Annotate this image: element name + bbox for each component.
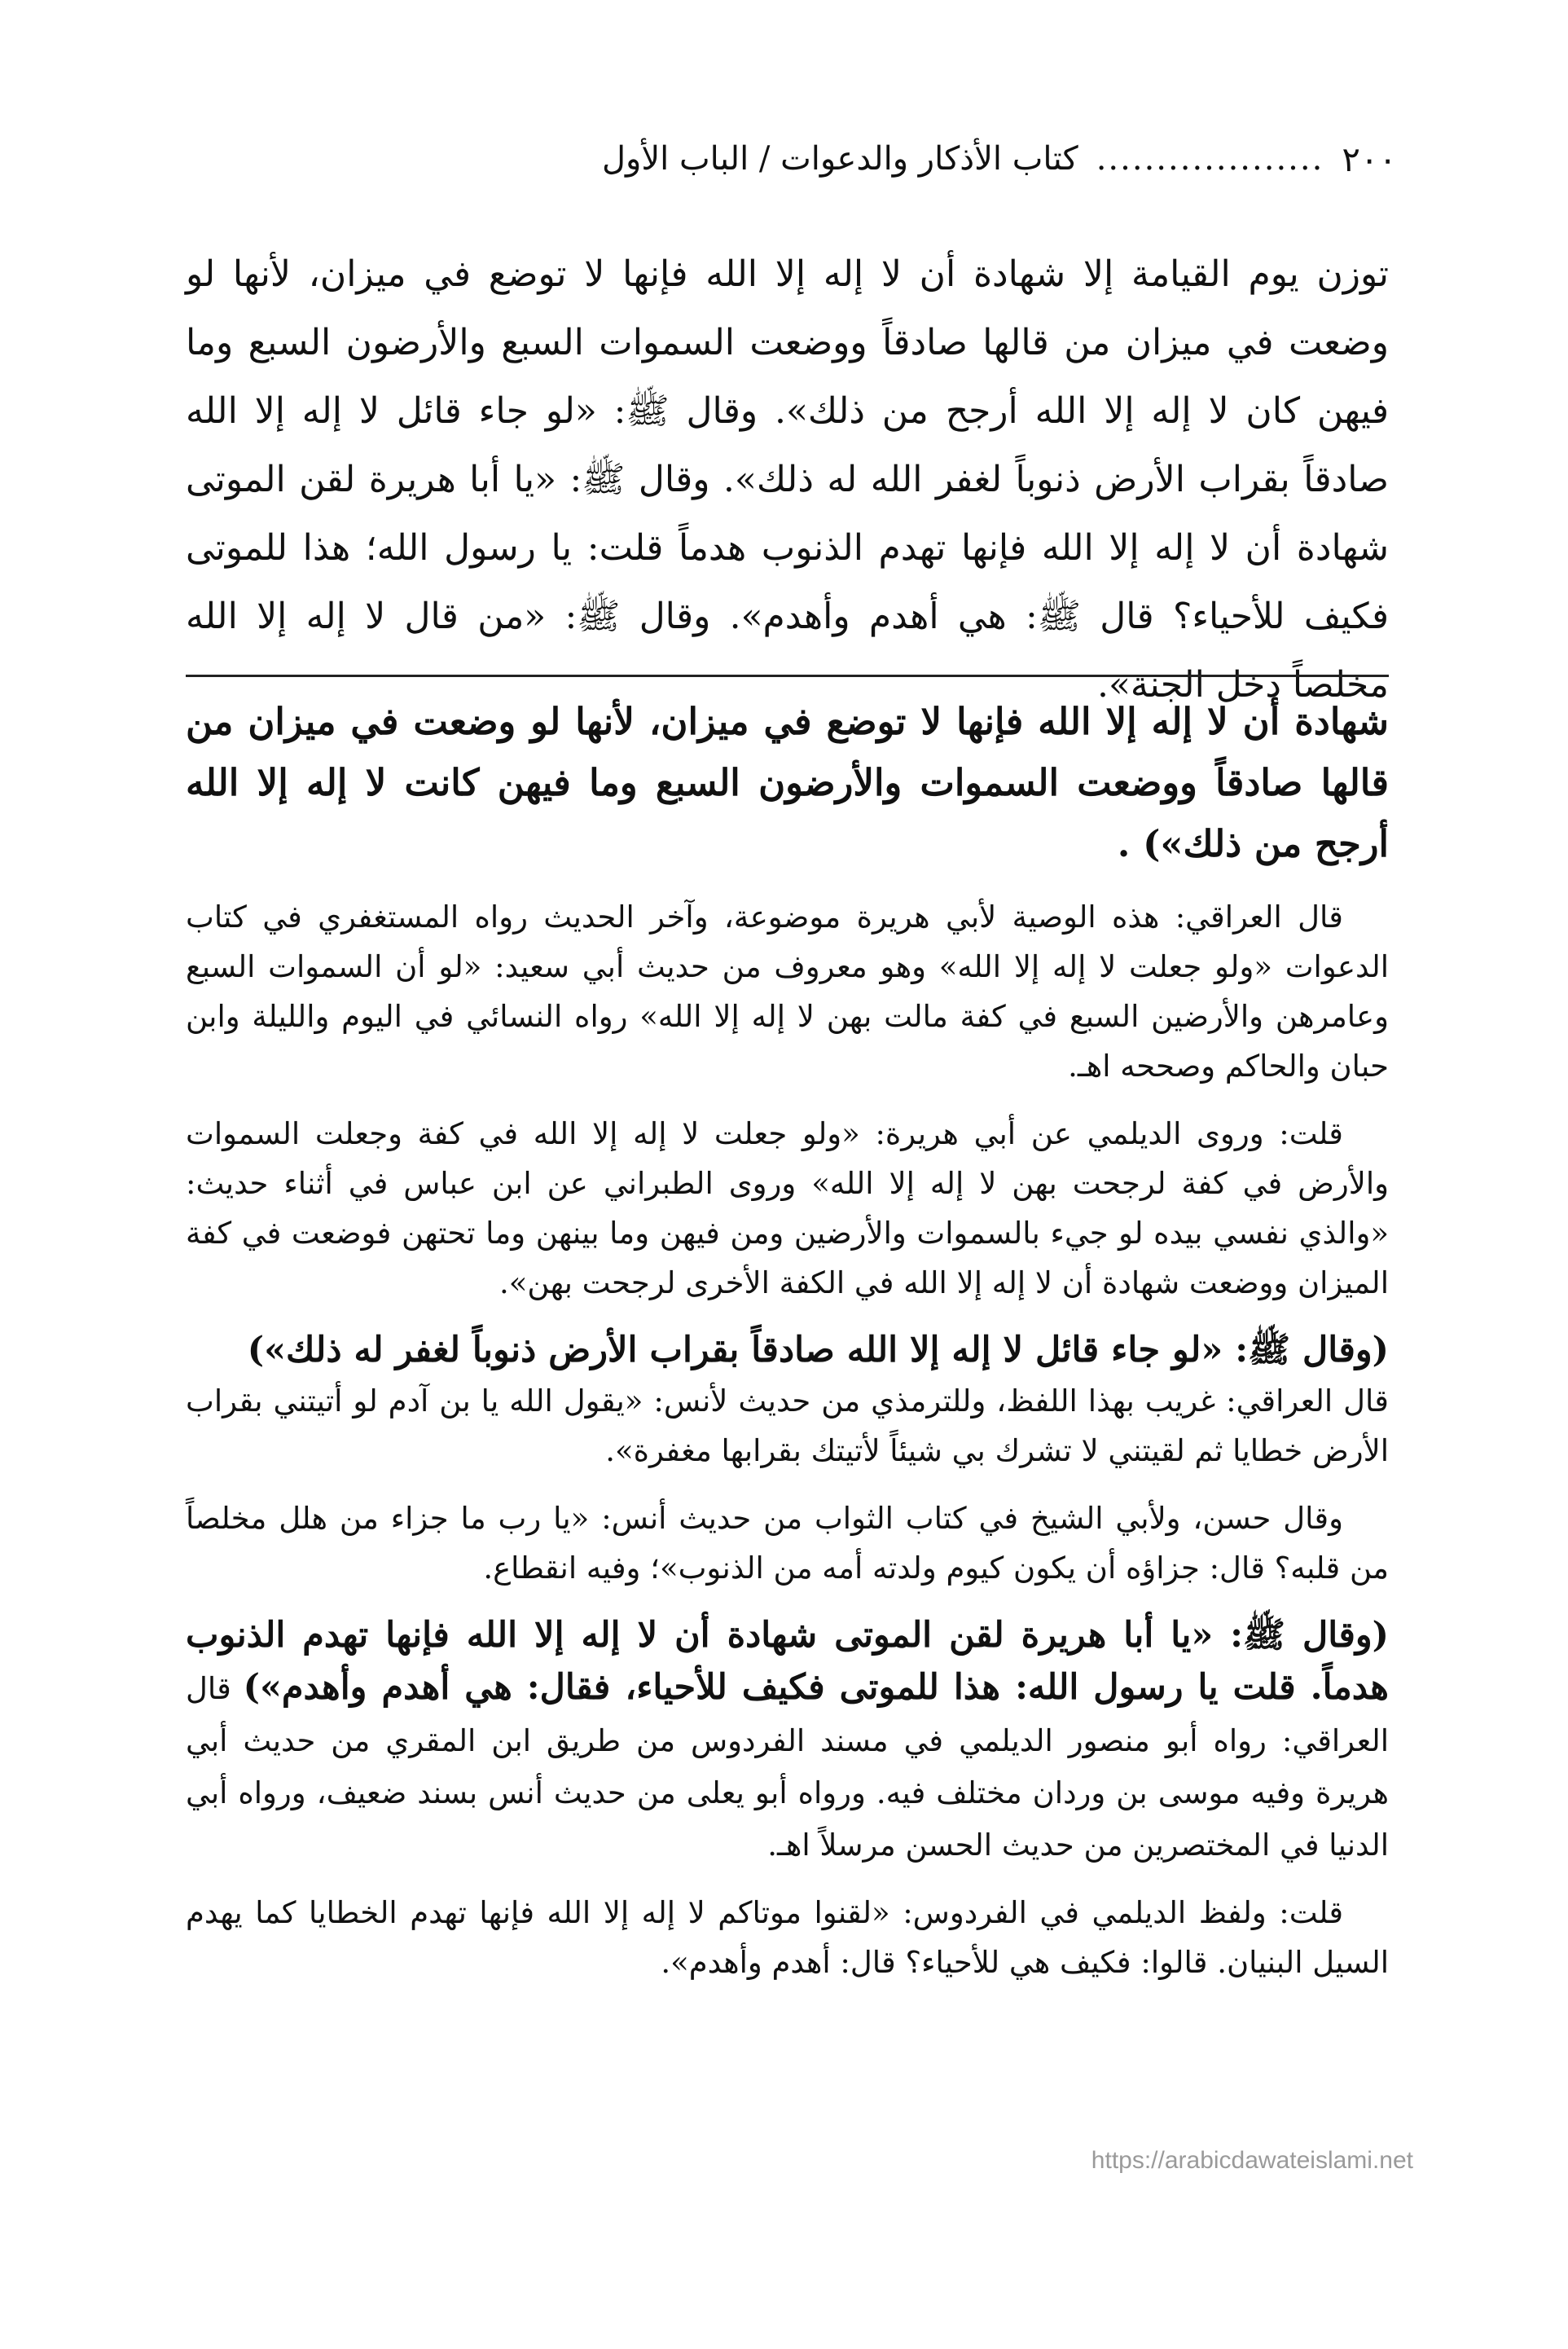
- commentary-note-2: [186, 1109, 1389, 1308]
- commentary-note-4: [186, 1493, 1389, 1593]
- note-5-text: قال العراقي: رواه أبو منصور الديلمي في مسند الفردوس من طريق ابن المقري من حديث أبي هريرة وفيه موسى بن وردان مختلف فيه. ورواه أبو يعلى من حديث أنس بسند ضعيف، ورواه أبي الدنيا في المختصرين من حديث الحسن مرسلاً اهـ.: [186, 1671, 1389, 1863]
- main-text: توزن يوم القيامة إلا شهادة أن لا إله إلا الله فإنها لا توضع في ميزان، لأنها لو وضعت في ميزان من قالها صادقاً ووضعت السموات السبع والأرضون السبع وما فيهن كان لا إله إلا الله أرجح من ذلك». وقال ﷺ: «لو جاء قائل لا إله إلا الله صادقاً بقراب الأرض ذنوباً لغفر الله له ذلك». وقال ﷺ: «يا أبا هريرة لقن الموتى شهادة أن لا إله إلا الله فإنها تهدم الذنوب هدماً قلت: يا رسول الله؛ هذا للموتى فكيف للأحياء؟ قال ﷺ: هي أهدم وأهدم». وقال ﷺ: «من قال لا إله إلا الله مخلصاً دخل الجنة».: [186, 253, 1389, 706]
- leader-dots: ...................: [1096, 140, 1324, 178]
- commentary-note-3: قال العراقي: غريب بهذا اللفظ، وللترمذي من حديث لأنس: «يقول الله يا بن آدم لو أتيتني بقراب الأرض خطايا ثم لقيتني لا تشرك بي شيئاً لأتيتك بقرابها مغفرة».: [186, 1383, 1389, 1468]
- commentary-section: [186, 691, 1389, 1987]
- commentary-note-6: [186, 1888, 1389, 1987]
- running-title: كتاب الأذكار والدعوات / الباب الأول: [601, 140, 1078, 178]
- commentary-heading-2: (وقال ﷺ: «لو جاء قائل لا إله إلا الله صادقاً بقراب الأرض ذنوباً لغفر له ذلك»): [247, 1330, 1389, 1370]
- commentary-note-1: [186, 892, 1389, 1091]
- note-1-text: قال العراقي: هذه الوصية لأبي هريرة موضوعة، وآخر الحديث رواه المستغفري في كتاب الدعوات «ولو جعلت لا إله إلا الله» وهو معروف من حديث أبي سعيد: «لو أن السموات السبع وعامرهن والأرضين السبع في كفة مالت بهن لا إله إلا الله» رواه النسائي في اليوم والليلة وابن حبان والحاكم وصححه اهـ.: [186, 900, 1389, 1084]
- page-number: ٢٠٠: [1342, 139, 1397, 179]
- running-header: [171, 130, 1397, 187]
- commentary-heading-3: [186, 1609, 1389, 1870]
- note-2-text: قلت: وروى الديلمي عن أبي هريرة: «ولو جعلت لا إله إلا الله في كفة وجعلت السموات والأرض في كفة لرجحت بهن لا إله إلا الله» وروى الطبراني عن ابن عباس في أثناء حديث: «والذي نفسي بيده لو جيء بالسموات والأرضين ومن فيهن وما بينهن وما تحتهن فوضعت في كفة الميزان ووضعت شهادة أن لا إله إلا الله في الكفة الأخرى لرجحت بهن».: [186, 1116, 1389, 1300]
- separator-rule: [186, 675, 1389, 677]
- watermark-url: https://arabicdawateislami.net: [1091, 2147, 1413, 2174]
- heading-3-text: (وقال ﷺ: «يا أبا هريرة لقن الموتى شهادة أن لا إله إلا الله فإنها تهدم الذنوب هدماً. قلت يا رسول الله: هذا للموتى فكيف للأحياء، فقال: هي أهدم وأهدم»): [186, 1615, 1389, 1708]
- commentary-quote-1: شهادة أن لا إله إلا الله فإنها لا توضع في ميزان، لأنها لو وضعت في ميزان من قالها صادقاً ووضعت السموات والأرضون السبع وما فيهن كانت لا إله إلا الله أرجح من ذلك») .: [186, 700, 1389, 865]
- note-6-text: قلت: ولفظ الديلمي في الفردوس: «لقنوا موتاكم لا إله إلا الله فإنها تهدم الخطايا كما يهدم السيل البنيان. قالوا: فكيف هي للأحياء؟ قال: أهدم وأهدم».: [186, 1895, 1389, 1980]
- note-4-text: وقال حسن، ولأبي الشيخ في كتاب الثواب من حديث أنس: «يا رب ما جزاء من هلل مخلصاً من قلبه؟ قال: جزاؤه أن يكون كيوم ولدته أمه من الذنوب»؛ وفيه انقطاع.: [186, 1501, 1389, 1586]
